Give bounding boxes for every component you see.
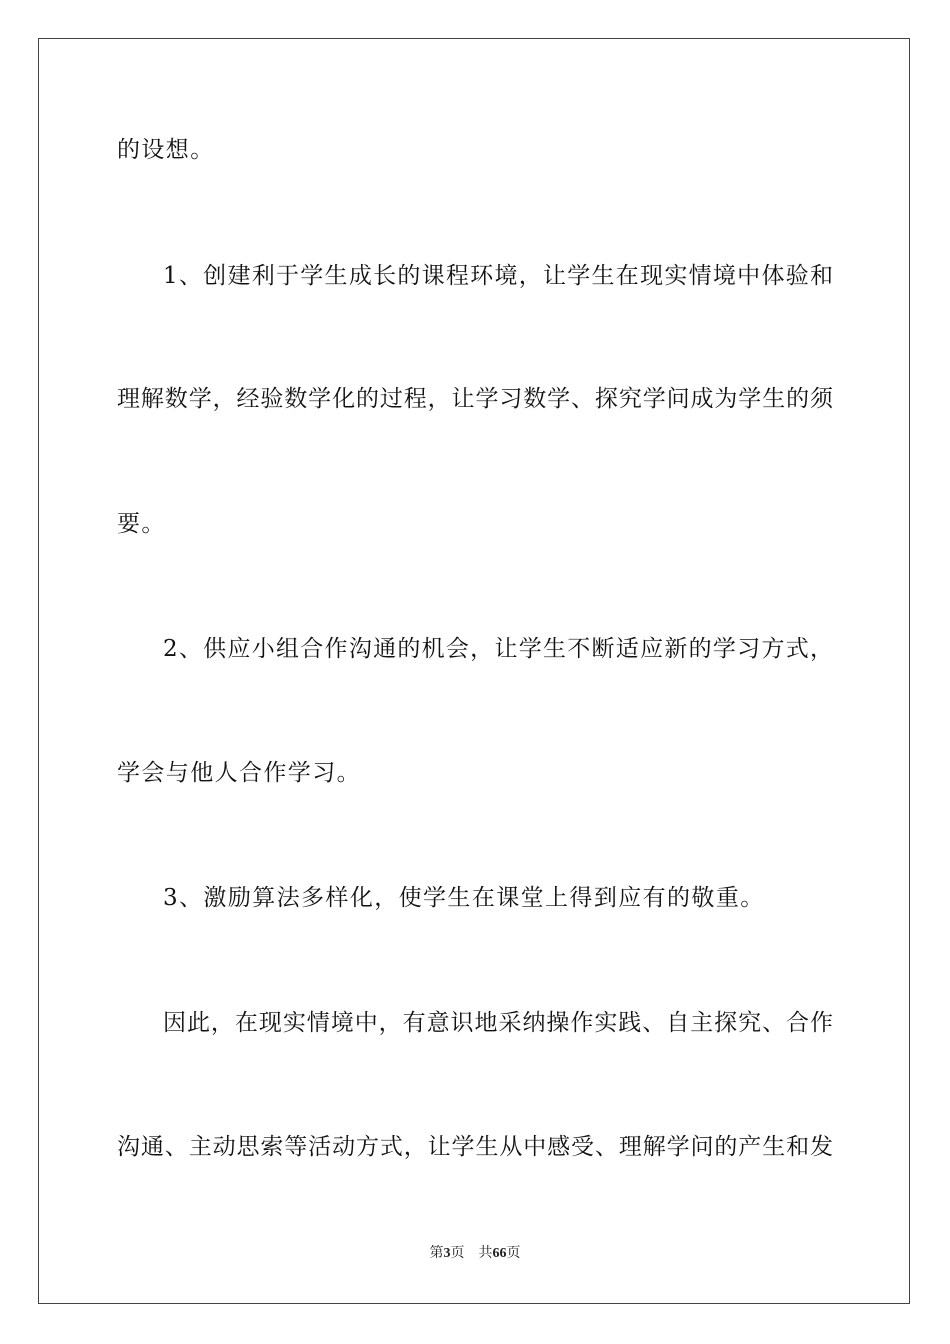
text-line-4: 要。 <box>117 511 166 537</box>
text-line-6: 学会与他人合作学习。 <box>117 760 361 786</box>
page-footer <box>0 1245 950 1263</box>
text-line-3: 理解数学，经验数学化的过程，让学习数学、探究学问成为学生的须 <box>117 386 833 412</box>
text-line-1: 的设想。 <box>117 137 215 163</box>
text-line-9: 沟通、主动思索等活动方式，让学生从中感受、理解学问的产生和发 <box>117 1134 833 1160</box>
text-line-7: 3、激励算法多样化，使学生在课堂上得到应有的敬重。 <box>163 885 765 911</box>
total-suffix: 页 <box>506 1246 521 1261</box>
total-pages: 66 <box>492 1246 507 1261</box>
text-line-5: 2、供应小组合作沟通的机会，让学生不断适应新的学习方式， <box>163 636 833 662</box>
text-line-8: 因此，在现实情境中，有意识地采纳操作实践、自主探究、合作 <box>163 1010 833 1036</box>
page-number: 3 <box>443 1246 451 1261</box>
total-prefix: 共 <box>478 1246 493 1261</box>
text-line-2: 1、创建利于学生成长的课程环境，让学生在现实情境中体验和 <box>163 263 833 289</box>
page-border <box>38 38 910 1304</box>
page-prefix: 第 <box>429 1246 444 1261</box>
page-suffix: 页 <box>450 1246 465 1261</box>
